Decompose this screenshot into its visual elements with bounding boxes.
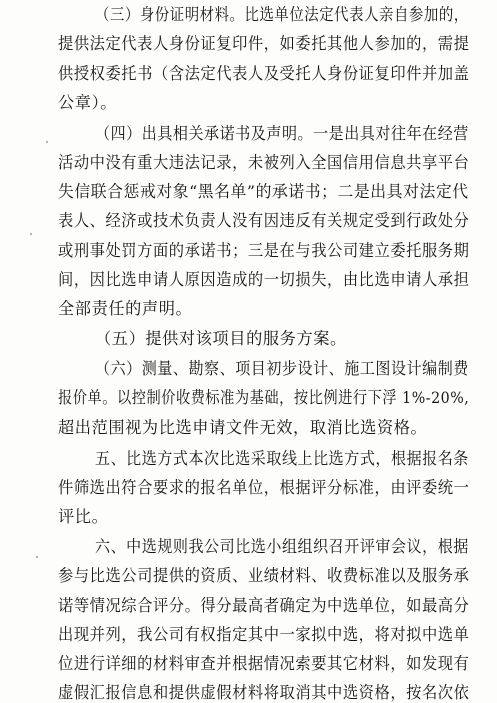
text-line: 表人、经济或技术负责人没有因违反有关规定受到行政处分 (58, 211, 470, 231)
text-line: 全部责任的声明。 (58, 299, 193, 318)
text-line: 出现并列，我公司有权指定其中一家拟中选，将对拟中选单 (58, 624, 470, 644)
text-line: 公章）。 (58, 92, 118, 112)
scan-speck (46, 141, 48, 143)
text-line: 报价单。以控制价收费标准为基础，按比例进行下浮 1%-20%, (58, 388, 470, 408)
text-line: 活动中没有重大违法记录，未被列入全国信用信息共享平台 (58, 152, 470, 172)
scan-speck (30, 233, 32, 235)
text-line: 位进行详细的材料审查并根据情况索要其它材料，如发现有 (58, 654, 470, 674)
text-line: 提供法定代表人身份证复印件，如委托其他人参加的，需提 (58, 34, 470, 54)
text-line: 五、比选方式本次比选采取线上比选方式，根据报名条 (95, 448, 469, 468)
text-line: 虚假汇报信息和提供虚假材料将取消其中选资格，按名次依 (58, 683, 470, 703)
text-line: 参与比选公司提供的资质、业绩材料、收费标准以及服务承 (58, 566, 470, 586)
text-line: 或刑事处罚方面的承诺书；三是在与我公司建立委托服务期 (58, 240, 470, 260)
text-line: （六）测量、勘察、项目初步设计、施工图设计编制费 (95, 359, 469, 379)
text-line: （五）提供对该项目的服务方案。 (95, 329, 347, 349)
text-line: 评比。 (58, 507, 109, 526)
text-line: 件筛选出符合要求的报名单位，根据评分标准，由评委统一 (58, 477, 470, 497)
text-line: 间，因比选申请人原因造成的一切损失，由比选申请人承担 (58, 269, 470, 289)
text-line: （四）出具相关承诺书及声明。一是出具对往年在经营 (95, 123, 469, 143)
scan-speck (36, 556, 38, 558)
text-line: 六、中选规则我公司比选小组组织召开评审会议，根据 (95, 537, 469, 557)
text-line: 供授权委托书（含法定代表人及受托人身份证复印件并加盖 (58, 63, 470, 83)
text-line: （三）身份证明材料。比选单位法定代表人亲自参加的， (95, 5, 469, 24)
text-line: 超出范围视为比选申请文件无效，取消比选资格。 (58, 417, 428, 437)
text-line: 失信联合惩戒对象“黑名单”的承诺书；二是出具对法定代 (58, 182, 469, 202)
text-line: 诺等情况综合评分。得分最高者确定为中选单位，如最高分 (58, 595, 470, 615)
